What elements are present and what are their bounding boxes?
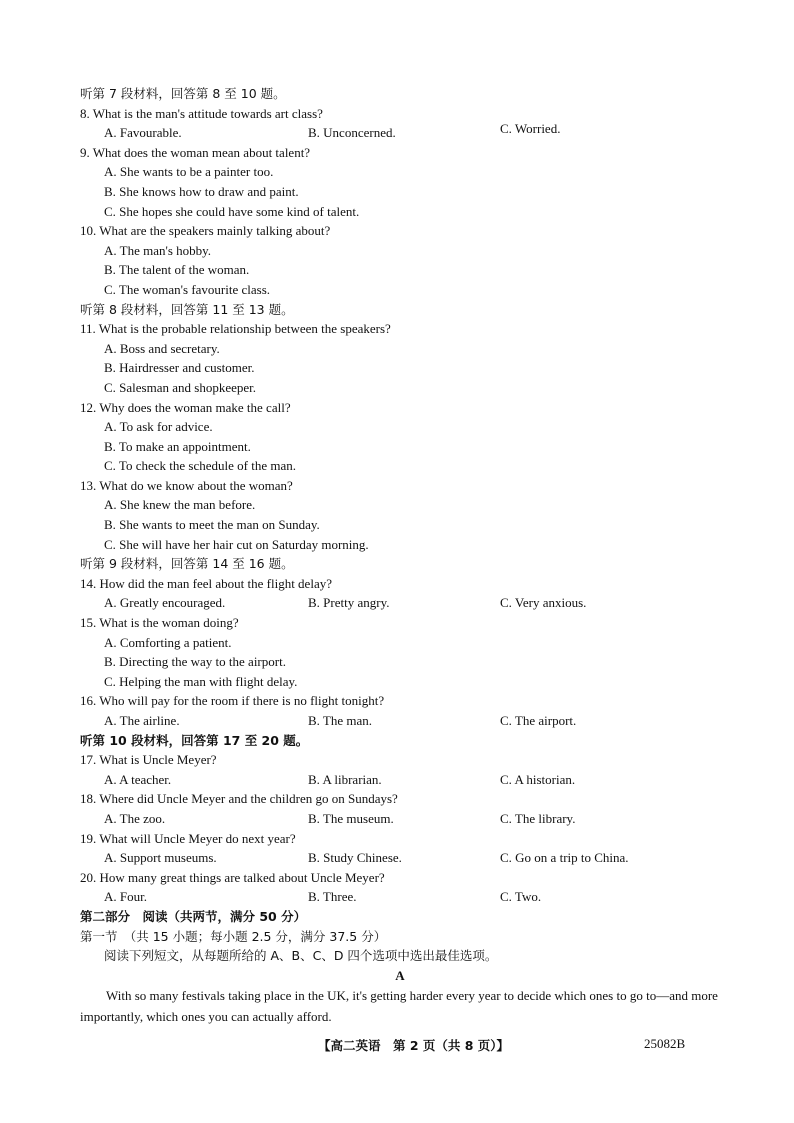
- section-header-9: 听第 9 段材料，回答第 14 至 16 题。: [80, 556, 294, 572]
- option-c: C. The airport.: [500, 713, 577, 728]
- question-17-stem: 17. What is Uncle Meyer?: [80, 752, 217, 768]
- question-19-stem: 19. What will Uncle Meyer do next year?: [80, 830, 296, 846]
- option-c: C. The woman's favourite class.: [104, 281, 271, 297]
- option-b: B. To make an appointment.: [104, 438, 251, 454]
- section-header-10: 听第 10 段材料，回答第 17 至 20 题。: [80, 732, 309, 748]
- option-a: A. Four.: [104, 889, 147, 905]
- reading-instruction: 阅读下列短文，从每题所给的 A、B、C、D 四个选项中选出最佳选项。: [104, 948, 498, 964]
- option-b: B. The talent of the woman.: [104, 262, 250, 278]
- passage-label: A: [395, 967, 405, 983]
- question-9-stem: 9. What does the woman mean about talent?: [80, 144, 311, 160]
- option-b: B. The man.: [308, 713, 373, 728]
- option-c: C. The library.: [500, 810, 576, 826]
- option-b: B. The museum.: [308, 810, 394, 826]
- option-a: A. Support museums.: [104, 850, 217, 866]
- question-16-options: [80, 711, 720, 731]
- question-12-stem: 12. Why does the woman make the call?: [80, 399, 291, 415]
- option-a: A. Boss and secretary.: [104, 340, 220, 356]
- option-b: B. Pretty angry.: [308, 595, 390, 611]
- option-c: C. Two.: [500, 889, 542, 905]
- option-c: C. Very anxious.: [500, 595, 587, 611]
- option-c: C. She will have her hair cut on Saturday morning.: [104, 536, 369, 552]
- option-a: A. Greatly encouraged.: [104, 595, 226, 611]
- option-c: C. To check the schedule of the man.: [104, 458, 296, 474]
- passage-text: With so many festivals taking place in the UK, it's getting harder every year to decide which ones to go to—and more importantly, which ones you can actually afford.: [80, 988, 718, 1025]
- option-b: B. She wants to meet the man on Sunday.: [104, 517, 320, 533]
- option-a: A. The man's hobby.: [104, 242, 212, 258]
- question-19-options: [80, 848, 720, 868]
- question-8-options: [80, 123, 720, 143]
- section-header-7: 听第 7 段材料，回答第 8 至 10 题。: [80, 86, 286, 101]
- question-11-stem: 11. What is the probable relationship between the speakers?: [80, 321, 391, 337]
- option-b: B. Unconcerned.: [308, 125, 396, 141]
- page-label: 【高二英语 第 2 页（共 8 页）】: [318, 1038, 510, 1053]
- page-footer: [0, 1036, 794, 1056]
- option-a: A. The airline.: [104, 713, 180, 728]
- section-header-8: 听第 8 段材料，回答第 11 至 13 题。: [80, 301, 294, 317]
- exam-page: [80, 84, 720, 1027]
- question-20-stem: 20. How many great things are talked about Uncle Meyer?: [80, 869, 385, 885]
- question-13-stem: 13. What do we know about the woman?: [80, 477, 293, 493]
- option-c: C. She hopes she could have some kind of talent.: [104, 203, 360, 219]
- option-a: A. The zoo.: [104, 810, 166, 826]
- option-a: A. Comforting a patient.: [104, 634, 232, 650]
- question-18-options: [80, 809, 720, 829]
- section-1-title: 第一节 （共 15 小题；每小题 2.5 分，满分 37.5 分）: [80, 928, 387, 944]
- option-c: C. Worried.: [500, 121, 561, 137]
- question-20-options: [80, 887, 720, 907]
- option-c: C. Helping the man with flight delay.: [104, 673, 298, 689]
- option-b: B. Study Chinese.: [308, 850, 402, 866]
- option-a: A. To ask for advice.: [104, 419, 213, 435]
- option-a: A. She wants to be a painter too.: [104, 164, 274, 180]
- part-2-title: 第二部分 阅读（共两节，满分 50 分）: [80, 908, 307, 924]
- question-15-stem: 15. What is the woman doing?: [80, 615, 239, 631]
- question-18-stem: 18. Where did Uncle Meyer and the children go on Sundays?: [80, 791, 398, 807]
- question-10-stem: 10. What are the speakers mainly talking about?: [80, 223, 331, 239]
- paper-code: 25082B: [644, 1036, 686, 1051]
- option-a: A. She knew the man before.: [104, 497, 256, 513]
- option-b: B. A librarian.: [308, 771, 382, 787]
- option-a: A. A teacher.: [104, 771, 172, 787]
- question-17-options: [80, 770, 720, 790]
- option-c: C. A historian.: [500, 771, 576, 787]
- option-a: A. Favourable.: [104, 125, 182, 141]
- option-b: B. She knows how to draw and paint.: [104, 183, 299, 199]
- question-14-options: [80, 593, 720, 613]
- question-14-stem: 14. How did the man feel about the flight delay?: [80, 575, 332, 591]
- option-c: C. Salesman and shopkeeper.: [104, 379, 256, 395]
- option-b: B. Hairdresser and customer.: [104, 360, 255, 376]
- option-c: C. Go on a trip to China.: [500, 850, 629, 866]
- question-8-stem: 8. What is the man's attitude towards art class?: [80, 105, 323, 121]
- option-b: B. Directing the way to the airport.: [104, 654, 286, 670]
- option-b: B. Three.: [308, 889, 357, 905]
- question-16-stem: 16. Who will pay for the room if there is no flight tonight?: [80, 693, 385, 709]
